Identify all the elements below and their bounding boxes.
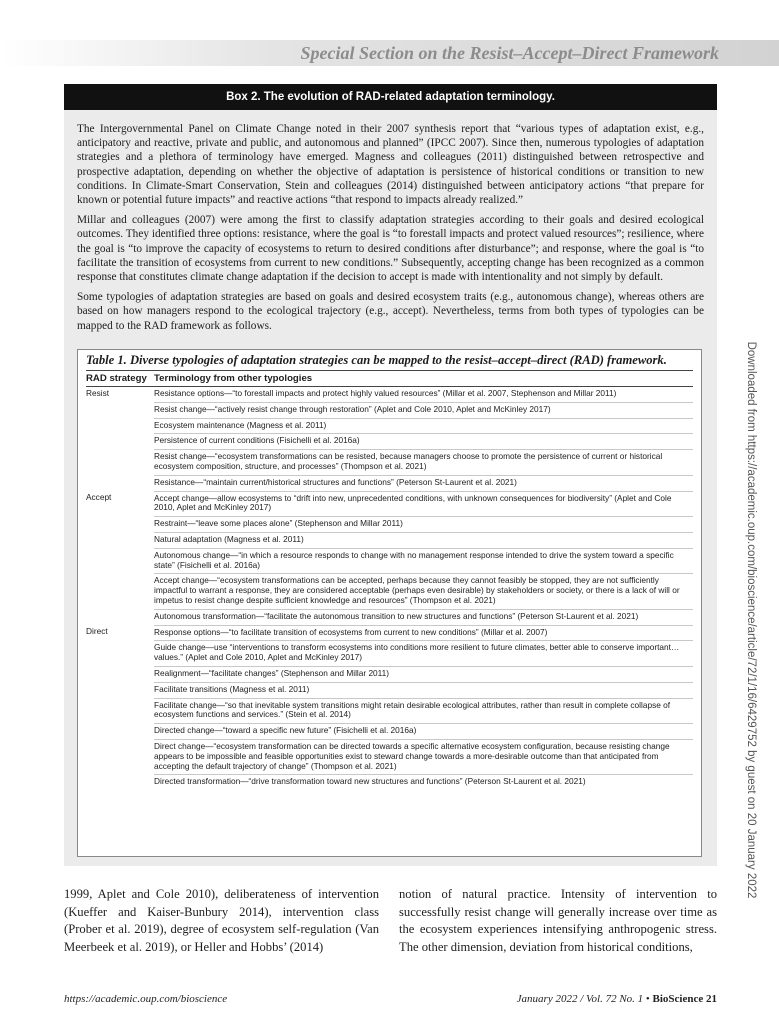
footer-journal: BioScience bbox=[652, 993, 704, 1005]
table-row bbox=[86, 434, 693, 450]
terminology-cell: Resist change—“actively resist change through restoration” (Aplet and Cole 2010, Aplet and McKinley 2017) bbox=[154, 402, 693, 418]
rad-strategy-cell bbox=[86, 739, 154, 774]
rad-strategy-cell bbox=[86, 609, 154, 625]
terminology-cell: Accept change—allow ecosystems to “drift into new, unprecedented conditions, with unknown consequences for biodiversity” (Aplet and Cole 2010, Aplet and McKinley 2017) bbox=[154, 491, 693, 517]
table-row bbox=[86, 609, 693, 625]
box-paragraph: Millar and colleagues (2007) were among the first to classify adaptation strategies according to their goals and desired ecological outcomes. They identified three options: resistance, where the goal is “to forestall impacts and protect valued resources”; resilience, where the goal is “to improve the capacity of ecosystems to return to desired conditions after disturbance”; and response, where the goal is “to facilitate the transition of ecosystems from current to new conditions.” Subsequently, accepting change has been recognized as a common response that constitutes climate change adaptation if the decision to accept is made with intentionality and not simply by default. bbox=[77, 214, 704, 284]
table-row bbox=[86, 698, 693, 724]
download-notice-text: Downloaded from https://academic.oup.com/bioscience/article/72/1/16/6429752 by guest on 20 January 2022 bbox=[745, 341, 757, 899]
table-row bbox=[86, 548, 693, 574]
rad-strategy-cell bbox=[86, 532, 154, 548]
terminology-cell: Restraint—“leave some places alone” (Stephenson and Millar 2011) bbox=[154, 517, 693, 533]
table-rows bbox=[86, 387, 693, 791]
footer-issue: January 2022 / Vol. 72 No. 1 bbox=[516, 993, 644, 1005]
terminology-cell: Facilitate transitions (Magness et al. 2011) bbox=[154, 682, 693, 698]
table-row bbox=[86, 724, 693, 740]
header-terminology: Terminology from other typologies bbox=[154, 371, 693, 387]
terminology-cell: Persistence of current conditions (Fisichelli et al. 2016a) bbox=[154, 434, 693, 450]
terminology-cell: Directed change—“toward a specific new future” (Fisichelli et al. 2016a) bbox=[154, 724, 693, 740]
table-body bbox=[86, 371, 693, 790]
rad-strategy-cell bbox=[86, 434, 154, 450]
table-header-row bbox=[86, 371, 693, 387]
terminology-cell: Facilitate change—“so that inevitable system transitions might retain desirable ecological attributes, rather than result in complete collapse of ecosystem functions and services.” (Stein et al. 2014) bbox=[154, 698, 693, 724]
table-row bbox=[86, 574, 693, 609]
terminology-cell: Resist change—“ecosystem transformations can be resisted, because managers choose to promote the persistence of current or historical ecosystem composition, structure, and processes” (Thompson et al. 2021) bbox=[154, 450, 693, 476]
box-body bbox=[64, 110, 717, 333]
table-row bbox=[86, 625, 693, 641]
table-1 bbox=[77, 349, 702, 857]
rad-strategy-cell: Direct bbox=[86, 626, 108, 637]
rad-strategy-cell bbox=[86, 548, 154, 574]
terminology-cell: Accept change—“ecosystem transformations can be accepted, perhaps because they cannot feasibly be stopped, they are not sufficiently impactful to warrant a response, they are considered acceptable (perhaps even desirable) by stakeholders or society, or there is a lack of will or impetus to resist change despite sufficient knowledge and resources” (Thompson et al. 2021) bbox=[154, 574, 693, 609]
header-rad-strategy: RAD strategy bbox=[86, 371, 154, 387]
footer-page: 21 bbox=[706, 993, 717, 1005]
table-row bbox=[86, 418, 693, 434]
terminology-cell: Direct change—“ecosystem transformation can be directed towards a specific alternative ecosystem configuration, because resisting change appears to be impossible and feasible opportunities exist to steward change towards a more-desirable outcome than that anticipated from accepting the default trajectory of change” (Thompson et al. 2021) bbox=[154, 739, 693, 774]
table-row bbox=[86, 387, 693, 403]
table-row bbox=[86, 532, 693, 548]
terminology-cell: Resistance—“maintain current/historical structures and functions” (Peterson St-Laurent et al. 2021) bbox=[154, 475, 693, 491]
body-right-column: notion of natural practice. Intensity of intervention to successfully resist change will generally increase over time as the ecosystem experiences intensifying anthropogenic stress. The other dimension, deviation from historical conditions, bbox=[399, 887, 717, 955]
rad-strategy-cell: Resist bbox=[86, 388, 110, 398]
footer-citation bbox=[517, 993, 717, 1005]
table-row bbox=[86, 739, 693, 774]
terminology-cell: Response options—“to facilitate transition of ecosystems from current to new conditions” (Millar et al. 2007) bbox=[154, 625, 693, 641]
box-2 bbox=[64, 84, 717, 866]
table-row bbox=[86, 517, 693, 533]
terminology-cell: Guide change—use “interventions to transform ecosystems into conditions more resilient to future climates, better able to conserve important… values.” (Aplet and Cole 2010, Aplet and McKinley 2017) bbox=[154, 641, 693, 667]
rad-strategy-cell bbox=[86, 682, 154, 698]
body-left-column: 1999, Aplet and Cole 2010), deliberateness of intervention (Kueffer and Kaiser-Bunbury 2014), intervention class (Prober et al. 2019), degree of ecosystem self-regulation (Van Meerbeek et al. 2019), or Heller and Hobbs’ (2014) bbox=[64, 887, 379, 955]
terminology-cell: Directed transformation—“drive transformation toward new structures and functions” (Peterson St-Laurent et al. 2021) bbox=[154, 776, 586, 787]
table-row bbox=[86, 402, 693, 418]
terminology-cell: Ecosystem maintenance (Magness et al. 2011) bbox=[154, 418, 693, 434]
table-row bbox=[86, 491, 693, 517]
terminology-cell: Natural adaptation (Magness et al. 2011) bbox=[154, 532, 693, 548]
section-header: Special Section on the Resist–Accept–Direct Framework bbox=[300, 43, 719, 63]
box-title: Box 2. The evolution of RAD-related adaptation terminology. bbox=[64, 84, 717, 110]
rad-strategy-cell bbox=[86, 402, 154, 418]
rad-strategy-cell bbox=[86, 666, 154, 682]
rad-strategy-cell bbox=[86, 475, 154, 491]
terminology-cell: Realignment—“facilitate changes” (Stephenson and Millar 2011) bbox=[154, 666, 693, 682]
footer-url[interactable]: https://academic.oup.com/bioscience bbox=[64, 993, 228, 1005]
rad-strategy-cell bbox=[86, 450, 154, 476]
footer-separator: • bbox=[643, 993, 653, 1005]
terminology-cell: Autonomous transformation—“facilitate the autonomous transition to new structures and functions” (Peterson St-Laurent et al. 2021) bbox=[154, 609, 693, 625]
rad-strategy-cell bbox=[86, 698, 154, 724]
rad-strategy-cell: Accept bbox=[86, 492, 112, 503]
table-row bbox=[86, 682, 693, 698]
table-row bbox=[86, 450, 693, 476]
rad-strategy-cell bbox=[86, 517, 154, 533]
rad-strategy-cell bbox=[86, 574, 154, 609]
box-paragraph: The Intergovernmental Panel on Climate Change noted in their 2007 synthesis report that “various types of adaptation exist, e.g., anticipatory and reactive, private and public, and autonomous and planned” (IPCC 2007). Since then, numerous typologies of adaptation strategies and a plethora of terminology have emerged. Magness and colleagues (2011) distinguished between retrospective and prospective adaptation, depending on whether the objective of adaptation is persistence of historical conditions or transition to new conditions. In Climate-Smart Conservation, Stein and colleagues (2014) distinguished between anticipatory actions “that prepare for known or potential future impacts” and reactive actions “that respond to impacts already realized.” bbox=[77, 123, 704, 207]
rad-strategy-cell bbox=[86, 724, 154, 740]
terminology-cell: Autonomous change—“in which a resource responds to change with no management response intended to drive the system toward a specific state” (Fisichelli et al. 2016a) bbox=[154, 548, 693, 574]
rad-strategy-cell bbox=[86, 418, 154, 434]
terminology-cell: Resistance options—“to forestall impacts and protect highly valued resources” (Millar et al. 2007, Stephenson and Millar 2011) bbox=[154, 387, 693, 403]
table-row bbox=[86, 775, 693, 790]
table-caption: Table 1. Diverse typologies of adaptation strategies can be mapped to the resist–accept–direct (RAD) framework. bbox=[86, 353, 693, 371]
table-row bbox=[86, 475, 693, 491]
table-row bbox=[86, 666, 693, 682]
table-row bbox=[86, 641, 693, 667]
rad-strategy-cell bbox=[86, 641, 154, 667]
rad-strategy-cell bbox=[86, 775, 154, 790]
box-paragraph: Some typologies of adaptation strategies are based on goals and desired ecosystem traits (e.g., autonomous change), whereas others are based on how managers respond to the ecological trajectory (e.g., accept). Nevertheless, terms from both types of typologies can be mapped to the RAD framework as follows. bbox=[77, 291, 704, 332]
